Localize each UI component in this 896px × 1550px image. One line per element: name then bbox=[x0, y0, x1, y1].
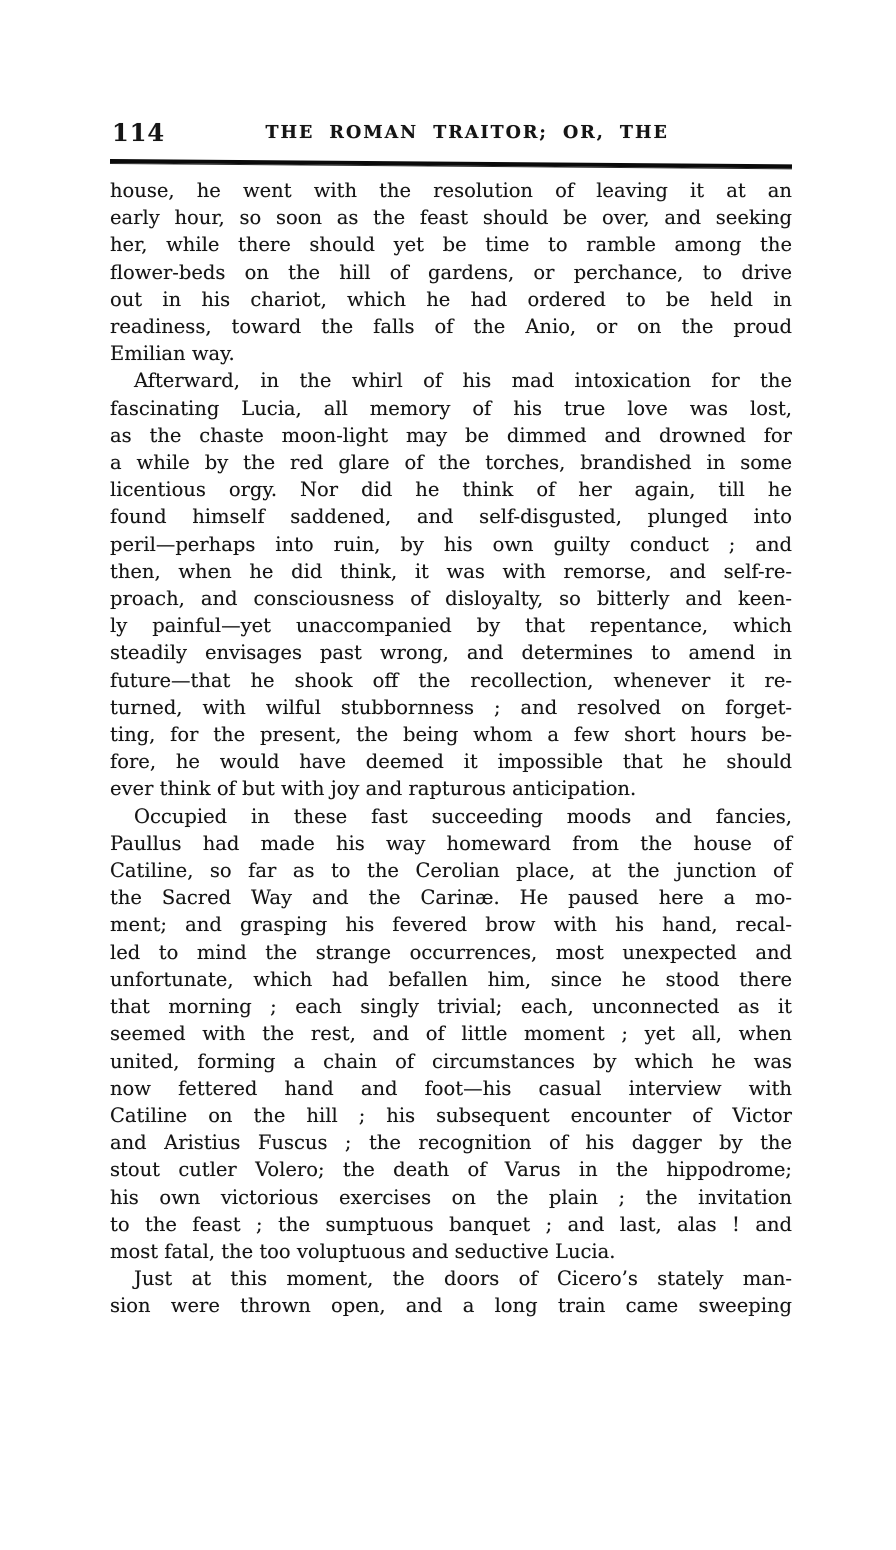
text-line: and Aristius Fuscus ; the recognition of his dagger by the bbox=[110, 1131, 792, 1155]
text-line: Just at this moment, the doors of Cicero’s stately man- bbox=[134, 1267, 792, 1291]
text-line: future—that he shook off the recollection, whenever it re- bbox=[110, 668, 792, 692]
text-line: flower-beds on the hill of gardens, or perchance, to drive bbox=[110, 260, 792, 284]
text-line: readiness, toward the falls of the Anio, or on the proud bbox=[110, 315, 792, 339]
paragraph bbox=[110, 1265, 792, 1319]
text-line: his own victorious exercises on the plain ; the invitation bbox=[110, 1185, 792, 1209]
page-header bbox=[110, 118, 792, 152]
text-line: ever think of but with joy and rapturous anticipation. bbox=[110, 777, 637, 801]
text-line: ting, for the present, the being whom a few short hours be- bbox=[110, 723, 792, 747]
text-line: found himself saddened, and self-disgusted, plunged into bbox=[110, 505, 792, 529]
text-line: that morning ; each singly trivial; each, unconnected as it bbox=[110, 995, 792, 1019]
page-body bbox=[110, 177, 792, 1320]
page-number: 114 bbox=[112, 118, 166, 147]
text-line: her, while there should yet be time to ramble among the bbox=[110, 233, 792, 257]
text-line: most fatal, the too voluptuous and seductive Lucia. bbox=[110, 1239, 616, 1263]
text-line: Catiline, so far as to the Cerolian place, at the junction of bbox=[110, 859, 792, 883]
text-line: turned, with wilful stubbornness ; and resolved on forget- bbox=[110, 695, 792, 719]
text-line: sion were thrown open, and a long train came sweeping bbox=[110, 1294, 792, 1318]
text-line: as the chaste moon-light may be dimmed and drowned for bbox=[110, 423, 792, 447]
text-line: Paullus had made his way homeward from the house of bbox=[110, 831, 792, 855]
text-line: led to mind the strange occurrences, most unexpected and bbox=[110, 940, 792, 964]
text-line: steadily envisages past wrong, and determines to amend in bbox=[110, 641, 792, 665]
running-title: THE ROMAN TRAITOR; OR, THE bbox=[265, 123, 669, 143]
text-line: Catiline on the hill ; his subsequent encounter of Victor bbox=[110, 1103, 792, 1127]
text-line: Occupied in these fast succeeding moods and fancies, bbox=[134, 804, 792, 828]
text-line: licentious orgy. Nor did he think of her again, till he bbox=[110, 478, 792, 502]
text-line: ly painful—yet unaccompanied by that repentance, which bbox=[110, 614, 792, 638]
text-line: now fettered hand and foot—his casual interview with bbox=[110, 1076, 792, 1100]
text-line: house, he went with the resolution of leaving it at an bbox=[110, 179, 792, 202]
text-line: a while by the red glare of the torches, brandished in some bbox=[110, 451, 792, 475]
text-line: fore, he would have deemed it impossible that he should bbox=[110, 750, 792, 774]
text-line: fascinating Lucia, all memory of his true love was lost, bbox=[110, 396, 792, 420]
text-line: ment; and grasping his fevered brow with his hand, recal- bbox=[110, 913, 792, 937]
text-line: stout cutler Volero; the death of Varus in the hippodrome; bbox=[110, 1158, 792, 1182]
text-line: unfortunate, which had befallen him, since he stood there bbox=[110, 967, 792, 991]
text-line: out in his chariot, which he had ordered to be held in bbox=[110, 287, 792, 311]
text-line: the Sacred Way and the Carinæ. He paused here a mo- bbox=[110, 886, 792, 910]
text-block bbox=[110, 118, 792, 1320]
text-line: early hour, so soon as the feast should be over, and seeking bbox=[110, 206, 792, 230]
text-line: Emilian way. bbox=[110, 342, 235, 366]
text-line: to the feast ; the sumptuous banquet ; and last, alas ! and bbox=[110, 1212, 792, 1236]
text-line: Afterward, in the whirl of his mad intoxication for the bbox=[134, 369, 792, 393]
paragraph bbox=[110, 177, 792, 367]
text-line: proach, and consciousness of disloyalty, so bitterly and keen- bbox=[110, 587, 792, 611]
text-line: seemed with the rest, and of little moment ; yet all, when bbox=[110, 1022, 792, 1046]
text-line: united, forming a chain of circumstances by which he was bbox=[110, 1049, 792, 1073]
text-line: peril—perhaps into ruin, by his own guilty conduct ; and bbox=[110, 532, 792, 556]
text-line: then, when he did think, it was with remorse, and self-re- bbox=[110, 559, 792, 583]
paragraph bbox=[110, 367, 792, 802]
paragraph bbox=[110, 803, 792, 1265]
header-rule bbox=[110, 159, 792, 169]
